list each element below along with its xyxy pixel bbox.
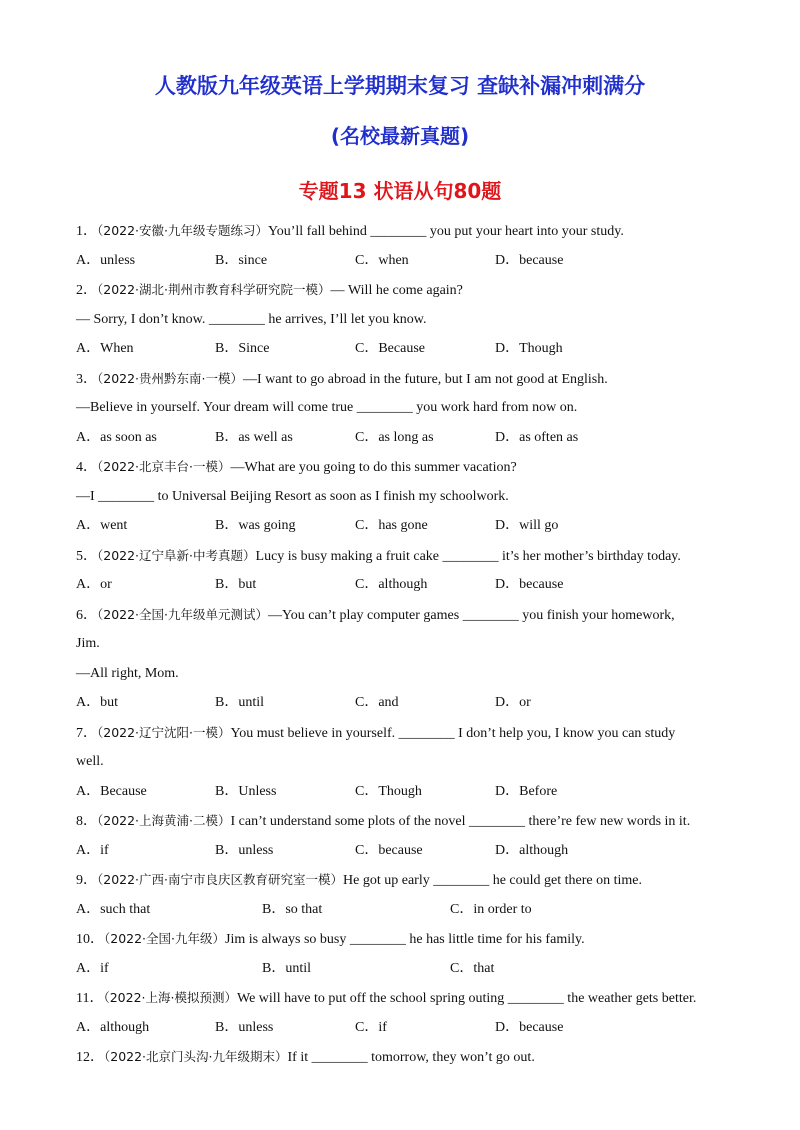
answer-option: B．unless <box>215 842 274 858</box>
answer-option: B．since <box>215 252 268 268</box>
answer-option: C．and <box>355 695 399 710</box>
topic-heading: 专题13 状语从句80题 <box>298 179 502 203</box>
answer-option: D．because <box>495 252 564 268</box>
answer-option: C．because <box>355 842 423 858</box>
answer-option: B．until <box>262 960 312 976</box>
answer-option: A．When <box>76 341 134 356</box>
question-source: （2022·安徽·九年级专题练习） <box>97 223 269 238</box>
question-stem <box>76 871 642 890</box>
question-text: Jim. <box>76 636 100 651</box>
question-continuation <box>76 753 104 771</box>
answer-option: D．although <box>495 842 569 858</box>
answer-option: C．has gone <box>355 518 428 533</box>
question-text: He got up early ________ he could get there on time. <box>343 873 642 888</box>
answer-option: A．Because <box>76 783 147 799</box>
question-number: 8． <box>76 814 97 829</box>
question-source: （2022·上海黄浦·二模） <box>97 813 231 828</box>
answer-option: A．as soon as <box>76 429 157 445</box>
question-stem <box>76 222 624 241</box>
question-continuation <box>76 311 426 329</box>
answer-option: C．as long as <box>355 429 434 445</box>
answer-option: B．was going <box>215 518 296 533</box>
question-number: 12． <box>76 1050 104 1065</box>
question-text: —What are you going to do this summer vacation? <box>230 460 517 475</box>
answer-option: B．until <box>215 695 265 710</box>
question-number: 7． <box>76 725 97 741</box>
question-stem <box>76 606 675 625</box>
answer-option: D．Though <box>495 341 563 356</box>
question-number: 11． <box>76 991 104 1006</box>
question-continuation <box>76 488 509 506</box>
question-source: （2022·湖北·荆州市教育科学研究院一模） <box>97 282 331 297</box>
answer-option: A．unless <box>76 252 136 268</box>
answer-option: B．as well as <box>215 429 293 445</box>
answer-option: C．although <box>355 577 428 592</box>
answer-option: A．if <box>76 960 109 976</box>
question-number: 4． <box>76 460 97 475</box>
question-source: （2022·广西·南宁市良庆区教育研究室一模） <box>97 872 344 887</box>
answer-option: D．because <box>495 1019 564 1035</box>
question-stem <box>76 547 681 566</box>
question-source: （2022·北京丰台·一模） <box>97 459 231 474</box>
question-text: —I ________ to Universal Beijing Resort as soon as I finish my schoolwork. <box>76 488 509 504</box>
question-text: You’ll fall behind ________ you put your heart into your study. <box>268 224 624 239</box>
answer-option: B．unless <box>215 1019 274 1035</box>
question-source: （2022·全国·九年级单元测试） <box>97 606 269 622</box>
answer-option: C．Because <box>355 341 425 356</box>
question-text: —I want to go abroad in the future, but I am not good at English. <box>243 371 608 387</box>
question-text: If it ________ tomorrow, they won’t go out. <box>287 1050 535 1065</box>
question-number: 1． <box>76 224 97 239</box>
question-source: （2022·北京门头沟·九年级期末） <box>104 1049 288 1064</box>
question-source: （2022·辽宁阜新·中考真题） <box>97 547 256 563</box>
question-stem <box>76 724 675 743</box>
answer-option: D．Before <box>495 783 558 799</box>
question-stem <box>76 281 463 300</box>
answer-option: A．although <box>76 1019 150 1035</box>
question-text: —Believe in yourself. Your dream will come true ________ you work hard from now on. <box>76 400 578 415</box>
question-continuation <box>76 665 179 683</box>
question-continuation <box>76 635 100 653</box>
question-number: 10． <box>76 932 104 947</box>
question-stem <box>76 370 608 389</box>
answer-option: D．or <box>495 695 531 710</box>
question-stem <box>76 930 585 949</box>
question-text: — Will he come again? <box>330 283 463 298</box>
question-number: 3． <box>76 371 97 387</box>
answer-option: C．if <box>355 1019 387 1035</box>
question-source: （2022·全国·九年级） <box>104 931 226 946</box>
answer-option: B．but <box>215 577 257 592</box>
answer-option: C．in order to <box>450 901 532 917</box>
question-stem <box>76 458 517 477</box>
question-text: Jim is always so busy ________ he has little time for his family. <box>225 932 585 947</box>
answer-option: C．that <box>450 960 495 976</box>
question-stem <box>76 989 696 1008</box>
question-source: （2022·辽宁沈阳·一模） <box>97 724 231 740</box>
question-text: We will have to put off the school spring outing ________ the weather gets better. <box>237 991 697 1006</box>
question-number: 2． <box>76 283 97 298</box>
answer-option: A．or <box>76 577 112 592</box>
question-number: 9． <box>76 873 97 888</box>
answer-option: B．so that <box>262 901 323 917</box>
question-text: Lucy is busy making a fruit cake ________ it’s her mother’s birthday today. <box>255 548 681 564</box>
document-title: 人教版九年级英语上学期期末复习 查缺补漏冲刺满分 <box>154 74 646 98</box>
answer-option: A．if <box>76 842 109 858</box>
question-text: You must believe in yourself. ________ I don’t help you, I know you can study <box>230 725 676 741</box>
answer-option: D．because <box>495 577 564 592</box>
question-text: —All right, Mom. <box>76 665 179 681</box>
question-stem <box>76 1048 535 1067</box>
question-number: 6． <box>76 607 97 623</box>
question-source: （2022·上海·模拟预测） <box>103 990 237 1005</box>
answer-option: A．such that <box>76 901 151 917</box>
question-text: —You can’t play computer games ________ you finish your homework, <box>268 607 675 623</box>
answer-option: C．Though <box>355 783 422 799</box>
answer-option: A．went <box>76 518 128 533</box>
answer-option: A．but <box>76 695 118 710</box>
answer-option: B．Since <box>215 341 270 356</box>
question-text: well. <box>76 754 104 769</box>
answer-option: D．will go <box>495 518 559 533</box>
question-stem <box>76 812 690 831</box>
answer-option: C．when <box>355 252 409 268</box>
answer-option: B．Unless <box>215 783 277 799</box>
question-continuation <box>76 399 577 417</box>
question-text: — Sorry, I don’t know. ________ he arrives, I’ll let you know. <box>76 311 427 327</box>
answer-option: D．as often as <box>495 429 579 445</box>
document-subtitle: (名校最新真题) <box>330 124 470 148</box>
question-number: 5． <box>76 548 97 564</box>
question-source: （2022·贵州黔东南·一模） <box>97 370 244 386</box>
question-text: I can’t understand some plots of the novel ________ there’re few new words in it. <box>230 814 691 829</box>
